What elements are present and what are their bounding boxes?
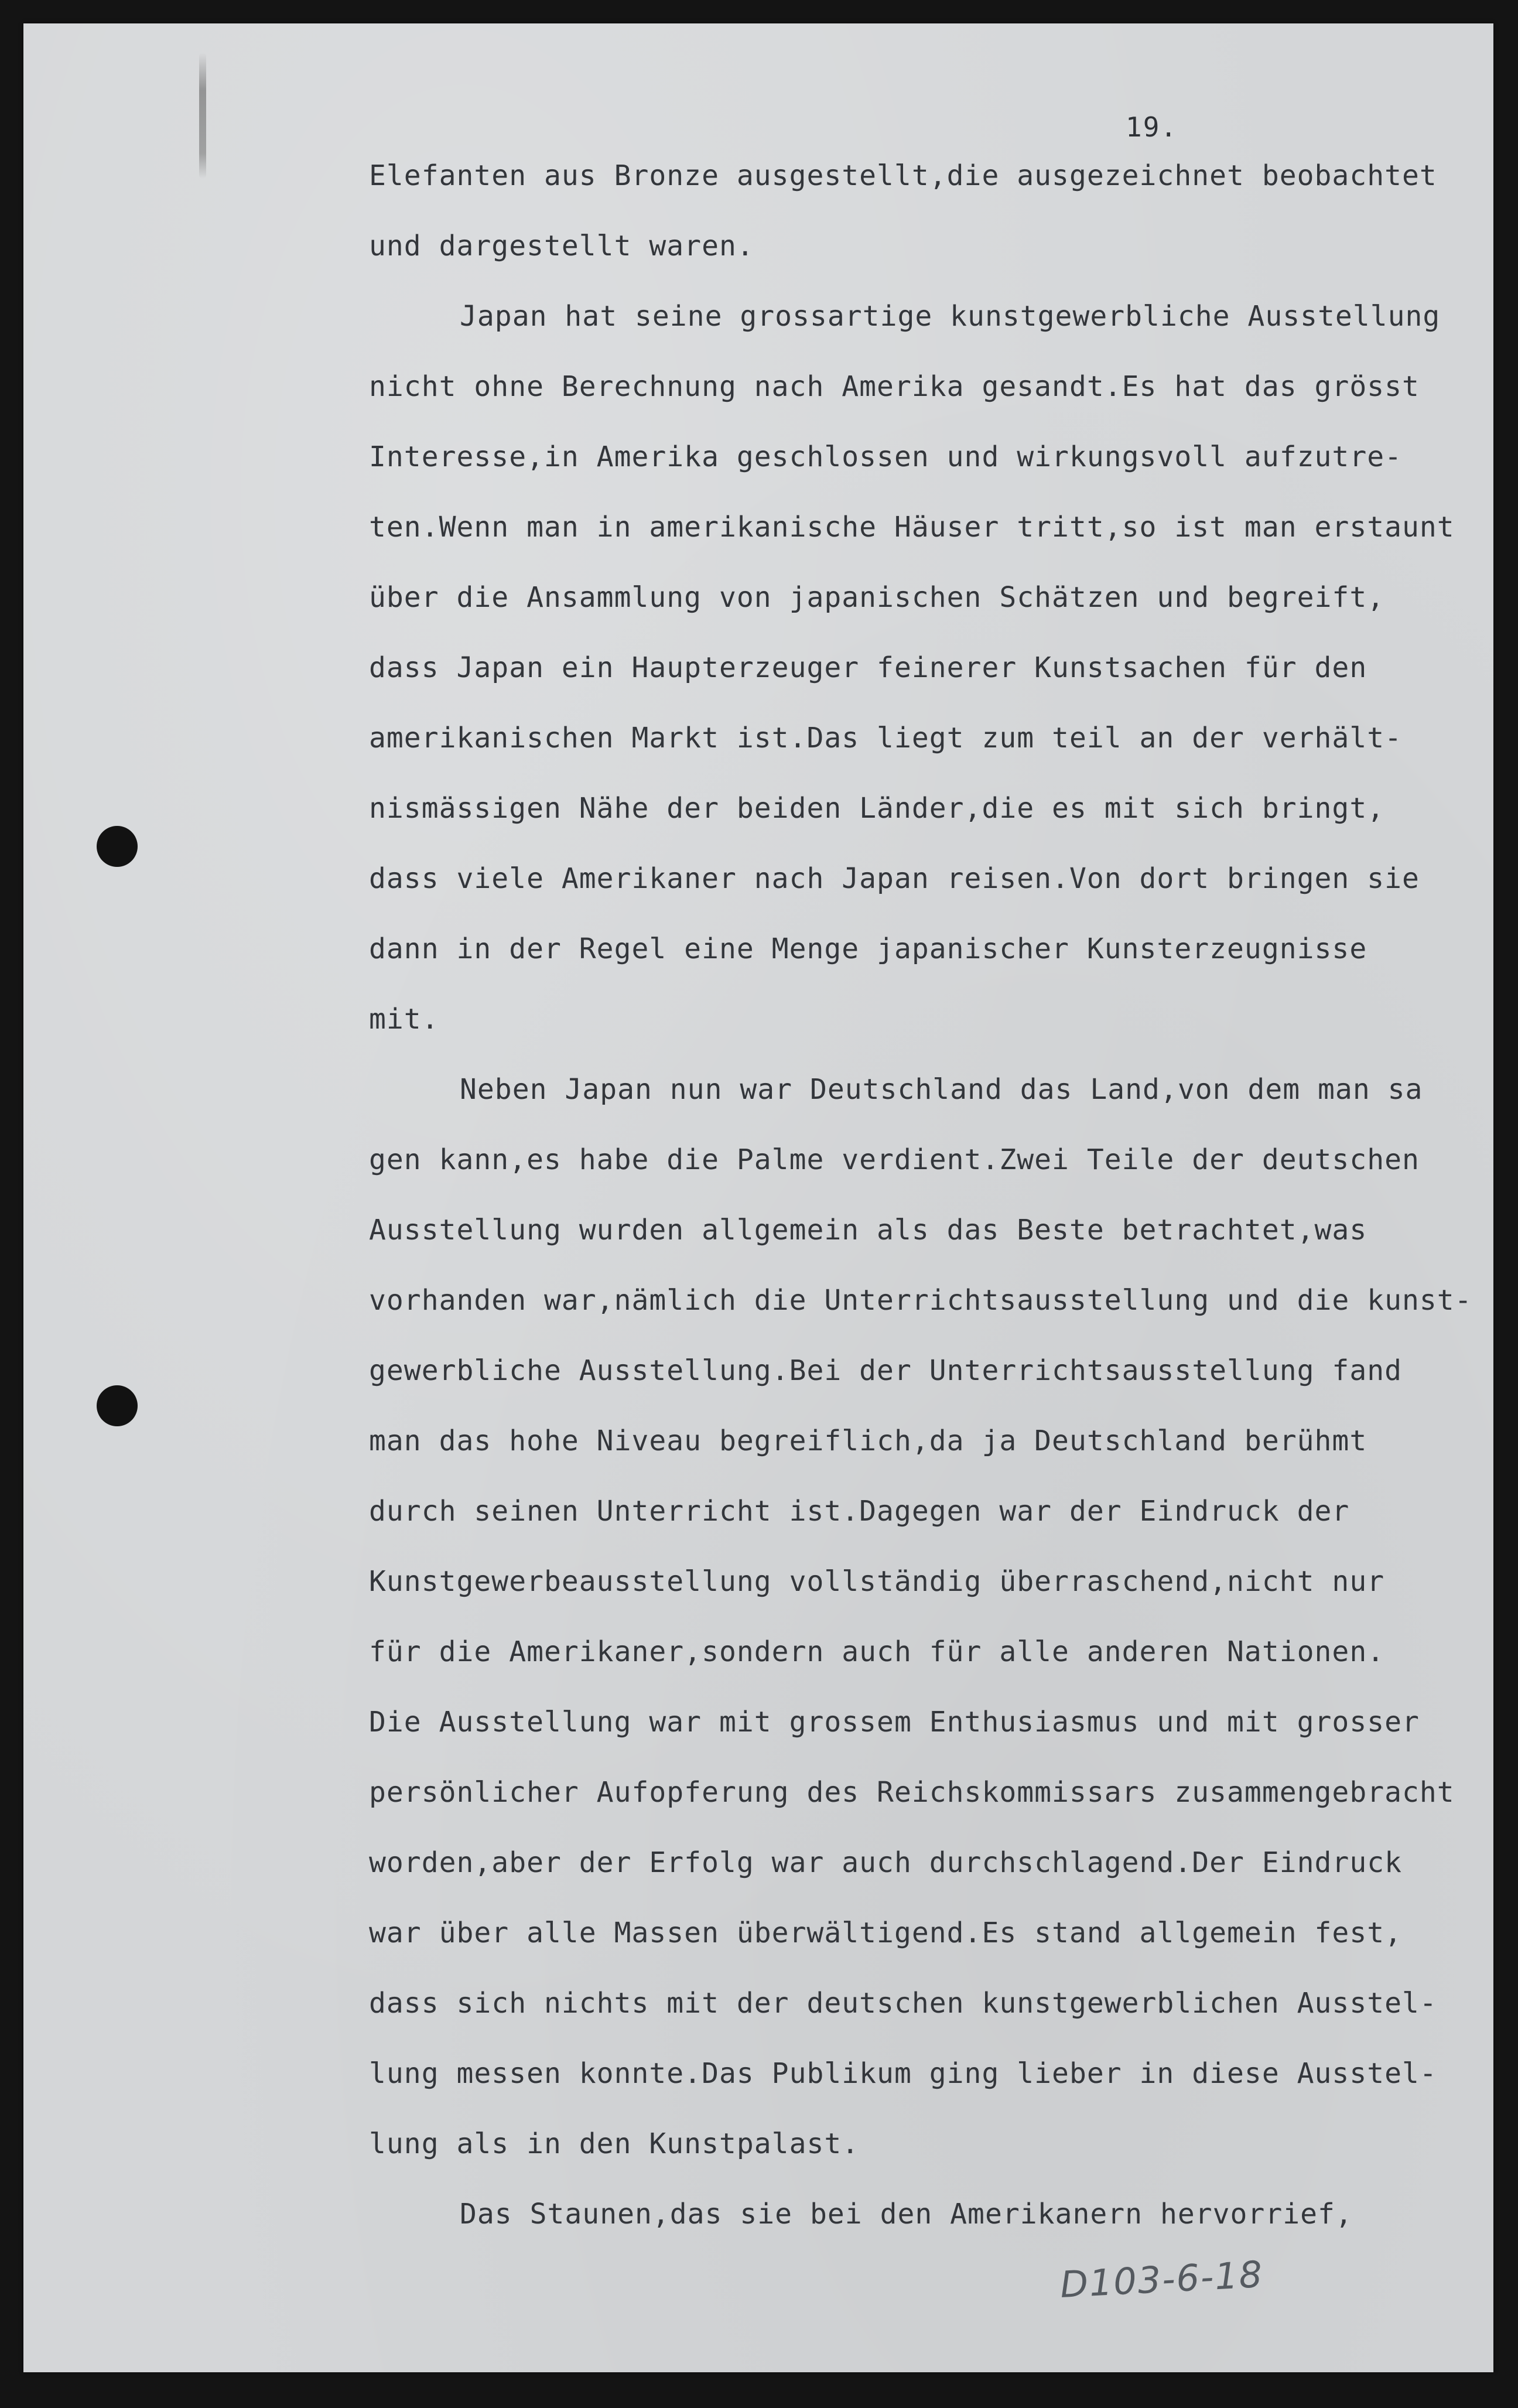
text-line: Neben Japan nun war Deutschland das Land,von dem man sa [460, 1073, 1423, 1106]
text-line: war über alle Massen überwältigend.Es stand allgemein fest, [369, 1917, 1403, 1949]
text-line: lung messen konnte.Das Publikum ging lieber in diese Ausstel- [369, 2057, 1437, 2090]
text-line: dass viele Amerikaner nach Japan reisen.Von dort bringen sie [369, 862, 1420, 895]
pencil-margin-mark [199, 53, 206, 179]
text-line: gen kann,es habe die Palme verdient.Zwei Teile der deutschen [369, 1143, 1420, 1176]
text-line: persönlicher Aufopferung des Reichskommissars zusammengebracht [369, 1776, 1455, 1809]
archive-signature-annotation: D103-6-18 [1059, 2252, 1264, 2307]
text-line: Kunstgewerbeausstellung vollständig überraschend,nicht nur [369, 1565, 1385, 1598]
text-line: Ausstellung wurden allgemein als das Beste betrachtet,was [369, 1214, 1367, 1246]
text-line: Die Ausstellung war mit grossem Enthusiasmus und mit grosser [369, 1706, 1420, 1738]
text-line: gewerbliche Ausstellung.Bei der Unterrichtsausstellung fand [369, 1354, 1403, 1387]
text-line: für die Amerikaner,sondern auch für alle anderen Nationen. [369, 1635, 1385, 1668]
text-line: und dargestellt waren. [369, 230, 754, 262]
text-line: dass sich nichts mit der deutschen kunstgewerblichen Ausstel- [369, 1987, 1437, 2020]
text-line: man das hohe Niveau begreiflich,da ja Deutschland berühmt [369, 1425, 1367, 1457]
text-line: amerikanischen Markt ist.Das liegt zum teil an der verhält- [369, 722, 1403, 754]
text-line: worden,aber der Erfolg war auch durchschlagend.Der Eindruck [369, 1846, 1403, 1879]
text-line: vorhanden war,nämlich die Unterrichtsausstellung und die kunst- [369, 1284, 1472, 1317]
text-line: Das Staunen,das sie bei den Amerikanern hervorrief, [460, 2198, 1353, 2231]
document-page [23, 23, 1493, 2372]
text-line: Elefanten aus Bronze ausgestellt,die ausgezeichnet beobachtet [369, 159, 1437, 192]
page-number: 19. [1126, 111, 1178, 143]
punch-hole-top [97, 826, 138, 867]
text-line: nicht ohne Berechnung nach Amerika gesandt.Es hat das grösst [369, 370, 1420, 403]
text-line: Japan hat seine grossartige kunstgewerbliche Ausstellung [460, 300, 1441, 333]
text-line: Interesse,in Amerika geschlossen und wirkungsvoll aufzutre- [369, 440, 1403, 473]
text-line: mit. [369, 1003, 439, 1036]
punch-hole-bottom [97, 1385, 138, 1426]
typed-text-body [369, 141, 1476, 2249]
text-line: ten.Wenn man in amerikanische Häuser tritt,so ist man erstaunt [369, 511, 1455, 544]
text-line: durch seinen Unterricht ist.Dagegen war der Eindruck der [369, 1495, 1350, 1528]
text-line: lung als in den Kunstpalast. [369, 2127, 860, 2160]
text-line: dann in der Regel eine Menge japanischer Kunsterzeugnisse [369, 933, 1367, 965]
text-line: dass Japan ein Haupterzeuger feinerer Kunstsachen für den [369, 651, 1367, 684]
text-line: nismässigen Nähe der beiden Länder,die es mit sich bringt, [369, 792, 1385, 825]
text-line: über die Ansammlung von japanischen Schätzen und begreift, [369, 581, 1385, 614]
